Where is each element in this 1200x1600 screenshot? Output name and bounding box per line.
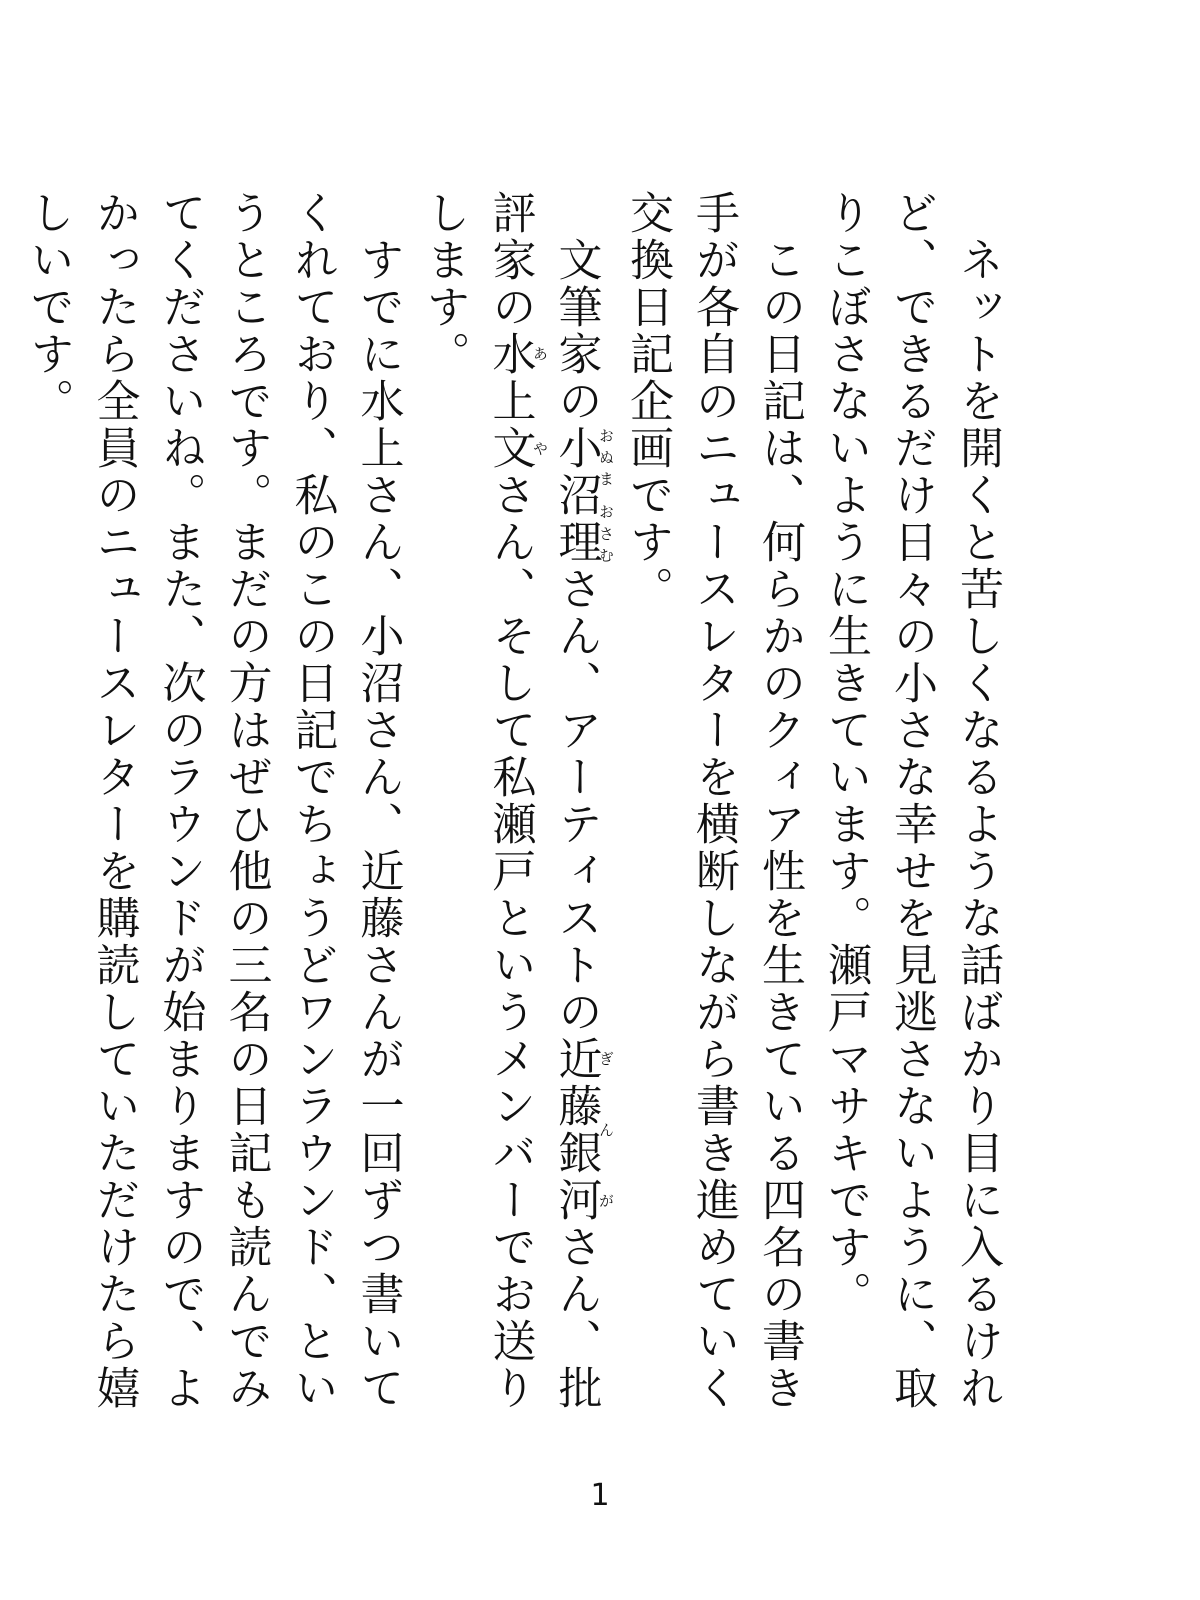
paragraph-text: さん、アーティストの bbox=[550, 566, 602, 1036]
paragraph-text: さん、そして私瀬戸というメンバーでお送りします。 bbox=[418, 190, 536, 1412]
paragraph-text: 文筆家の bbox=[550, 237, 602, 425]
ruby-name bbox=[550, 1036, 615, 1224]
ruby-reading: おぬま おさむ bbox=[597, 425, 615, 566]
paragraph bbox=[812, 190, 1010, 1440]
paragraph-text: すでに水上さん、小沼さん、近藤さんが一回ずつ書いてくれており、私のこの日記でちょうどワンラウンド、というところです。まだの方はぜひ他の三名の日記も読んでみてくださいね。また、次のラウンドが始まりますので、よかったら全員のニュースレターを購読していただけたら嬉しいです。 bbox=[22, 190, 404, 1412]
paragraph-text: ネットを開くと苦しくなるような話ばかり目に入るけれど、できるだけ日々の小さな幸せを見逃さないように、取りこぼさないように生きています。瀬戸マサキです。 bbox=[820, 190, 1003, 1412]
ruby-base: 近藤銀河 bbox=[550, 1036, 602, 1224]
ruby-reading: ぎんが bbox=[597, 1036, 615, 1224]
ruby-base: 小沼理 bbox=[550, 425, 602, 566]
paragraph bbox=[15, 190, 411, 1440]
ruby-reading: あや bbox=[531, 331, 549, 472]
paragraph-text: さん、批評家の bbox=[484, 190, 602, 1412]
paragraph-text: この日記は、何らかのクィア性を生きている四名の書き手が各自のニュースレターを横断しながら書き進めていく交換日記企画です。 bbox=[622, 190, 805, 1412]
ruby-name bbox=[484, 331, 549, 472]
paragraph bbox=[411, 190, 615, 1440]
ruby-name bbox=[550, 425, 615, 566]
page-number: 1 bbox=[590, 1478, 610, 1513]
ruby-base: 水上文 bbox=[484, 331, 536, 472]
body-text bbox=[15, 190, 1011, 1440]
paragraph bbox=[614, 190, 812, 1440]
